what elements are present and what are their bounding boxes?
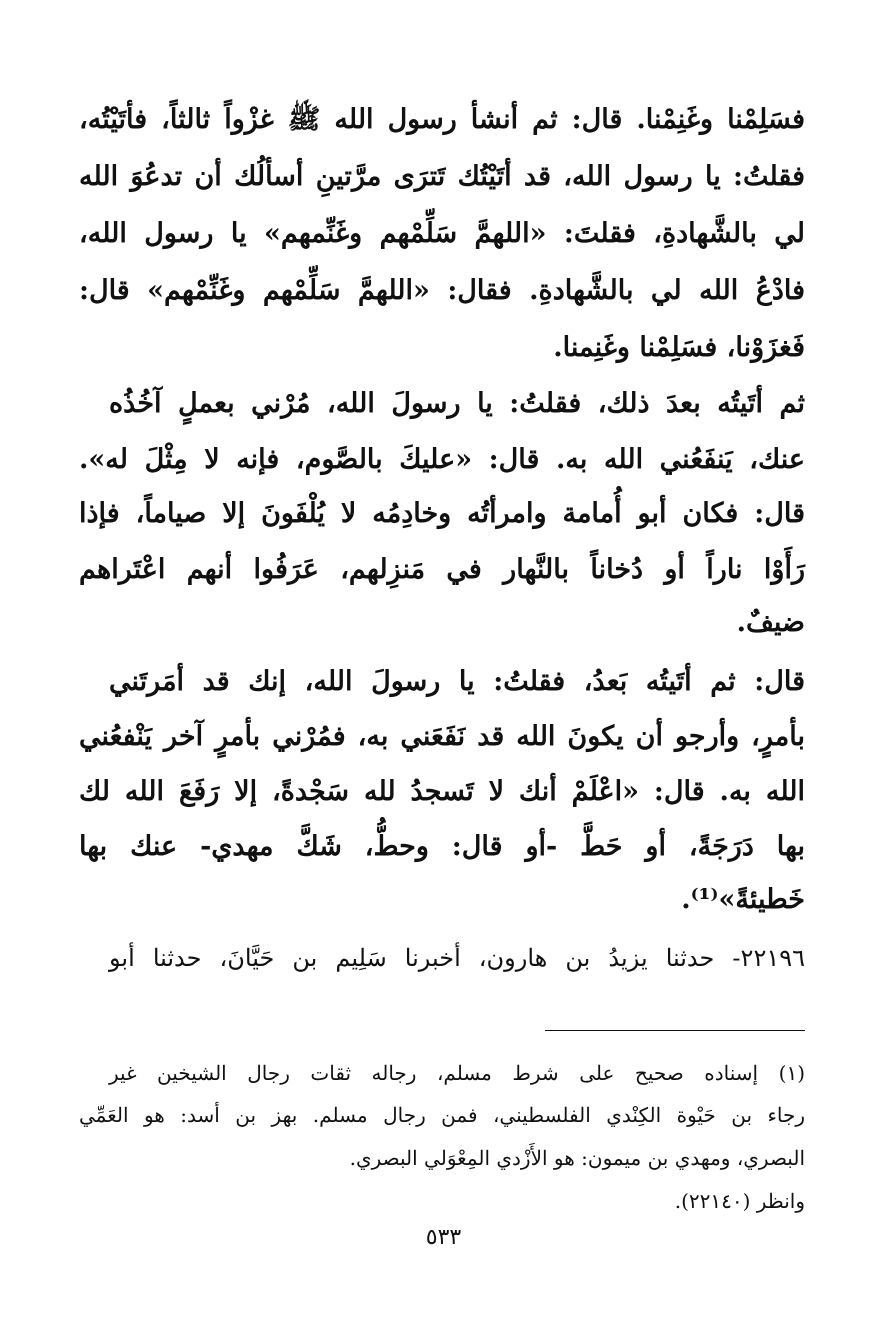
text-line: لي بالشَّهادةِ، فقلتَ: «اللهمَّ سَلِّمْهم وغَنِّمهم» يا رسول الله،: [79, 218, 805, 249]
text-line: ثم أتَيتُه بعدَ ذلك، فقلتُ: يا رسولَ الله، مُرْني بعملٍ آخُذُه: [109, 388, 805, 419]
text-line: رَأَوْا ناراً أو دُخاناً بالنَّهار في مَنزِلهم، عَرَفُوا أنهم اعْتَراهم: [79, 554, 805, 585]
text-line: فادْعُ الله لي بالشَّهادةِ. فقال: «اللهمَّ سَلِّمْهم وغَنِّمْهم» قال:: [79, 275, 805, 306]
footnote-line: رجاء بن حَيْوة الكِنْدي الفلسطيني، فمن رجال مسلم. بهز بن أسد: هو العَمِّي: [79, 1103, 805, 1127]
text-line: بأمرٍ، وأرجو أن يكونَ الله قد نَفَعَني به، فمُرْني بأمرٍ آخر يَنْفعُني: [79, 721, 806, 752]
footnote-line: البصري، ومهدي بن ميمون: هو الأَزْدي المِعْوَلي البصري.: [349, 1146, 805, 1170]
text-line: خَطيئةً»⁽¹⁾.: [681, 884, 805, 915]
text-line: فقلتُ: يا رسول الله، قد أتَيْتُك تَترَى مرَّتينِ أسألُك أن تدعُوَ الله: [79, 161, 805, 192]
text-line: قال: ثم أتَيتُه بَعدُ، فقلتُ: يا رسولَ الله، إنك قد أمَرتَني: [109, 666, 805, 697]
text-line: الله به. قال: «اعْلَمْ أنك لا تَسجدُ لله سَجْدةً، إلا رَفَعَ الله لك: [79, 776, 805, 807]
hadith-start-line: ٢٢١٩٦- حدثنا يزيدُ بن هارون، أخبرنا سَلِيم بن حَيَّانَ، حدثنا أبو: [109, 944, 805, 972]
footnote-separator: [545, 1030, 805, 1031]
text-line: بها دَرَجَةً، أو حَطَّ -أو قال: وحطُّ، شَكَّ مهدي- عنك بها: [79, 831, 805, 862]
page-number: ٥٣٣: [425, 1225, 462, 1250]
text-line: قال: فكان أبو أُمامة وامرأتُه وخادِمُه لا يُلْفَونَ إلا صياماً، فإذا: [79, 498, 805, 529]
text-line: عنك، يَنفَعُني الله به. قال: «عليكَ بالصَّوم، فإنه لا مِثْلَ له».: [79, 444, 805, 475]
text-line: ضيفٌ.: [736, 607, 805, 638]
footnote-line: (١) إسناده صحيح على شرط مسلم، رجاله ثقات رجال الشيخين غير: [109, 1061, 805, 1085]
text-line: فَغزَوْنا، فسَلِمْنا وغَنِمنا.: [553, 332, 805, 363]
text-line: فسَلِمْنا وغَنِمْنا. قال: ثم أنشأ رسول الله ﷺ غزْواً ثالثاً، فأتَيْتُه،: [79, 104, 805, 135]
footnote-line: وانظر (٢٢١٤٠).: [674, 1189, 805, 1213]
